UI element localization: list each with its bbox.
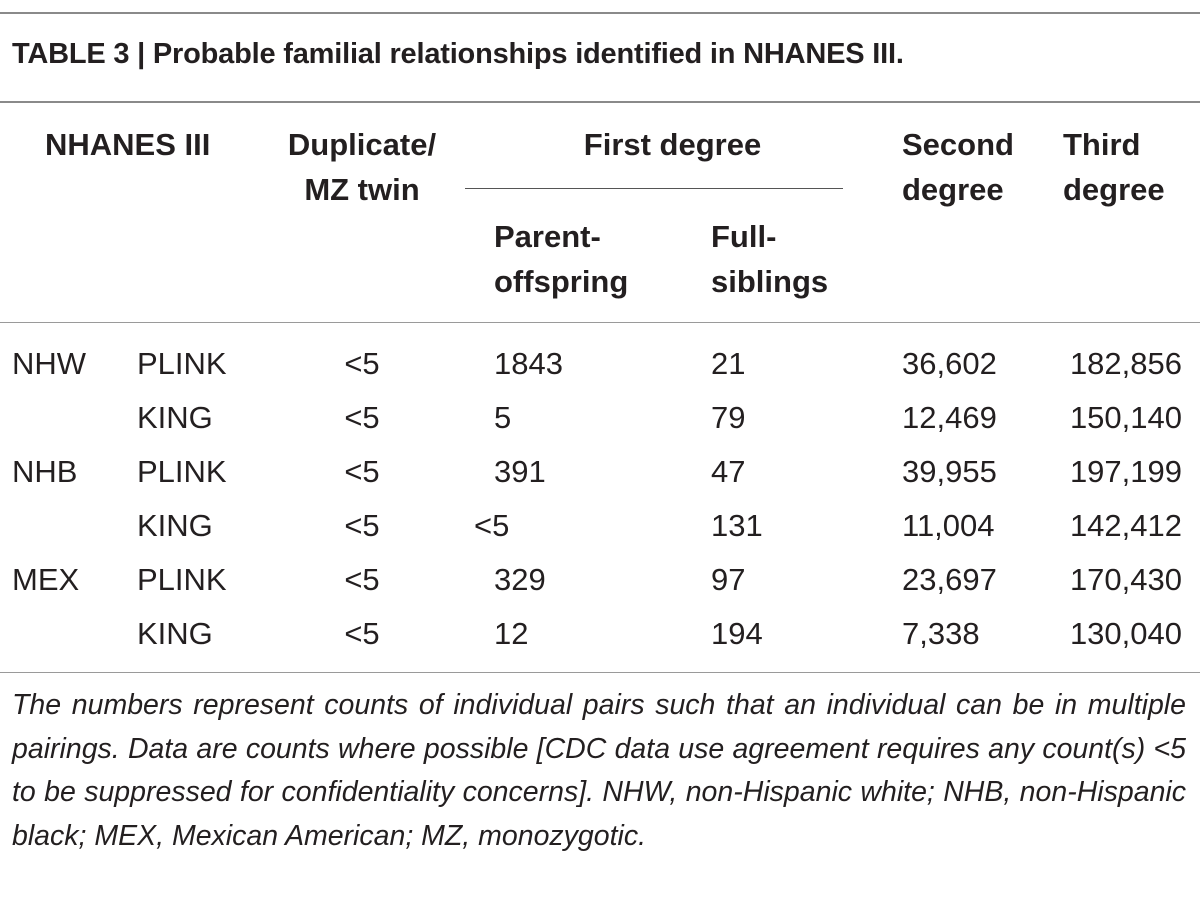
header-duplicate-line1: Duplicate/: [287, 127, 437, 162]
header-duplicate-line2: MZ twin: [304, 172, 420, 207]
cell-second-degree: 7,338: [902, 616, 980, 651]
cell-method: KING: [137, 508, 213, 543]
cell-second-degree: 23,697: [902, 562, 997, 597]
cell-parent-offspring: 1843: [494, 346, 563, 381]
cell-full-siblings: 131: [711, 508, 763, 543]
table-caption: TABLE 3 | Probable familial relationships identified in NHANES III.: [12, 38, 904, 70]
cell-third-degree: 130,040: [1069, 616, 1182, 651]
body-rule: [0, 672, 1200, 673]
cell-parent-offspring: 329: [494, 562, 546, 597]
header-third-degree-line2: degree: [1063, 172, 1165, 207]
header-first-degree: First degree: [583, 127, 762, 162]
cell-third-degree: 197,199: [1069, 454, 1182, 489]
header-parent-offspring-line2: offspring: [494, 264, 629, 299]
cell-method: PLINK: [137, 454, 227, 489]
cell-method: PLINK: [137, 346, 227, 381]
cell-parent-offspring: 12: [494, 616, 529, 651]
cell-third-degree: 150,140: [1069, 400, 1182, 435]
header-second-degree-line2: degree: [902, 172, 1004, 207]
table-footnote: The numbers represent counts of individual pairs such that an individual can be in multiple pairings. Data are counts where possible [CDC data use agreement requires any count(s) <5 to be suppressed for confidentiality concerns]. NHW, non-Hispanic white; NHB, non-Hispanic black; MEX, Mexican American; MZ, monozygotic.: [12, 689, 1186, 852]
caption-rule: [0, 101, 1200, 103]
first-degree-underline: [465, 188, 843, 189]
cell-method: KING: [137, 400, 213, 435]
cell-second-degree: 39,955: [902, 454, 997, 489]
header-second-degree-line1: Second: [902, 127, 1014, 162]
header-nhanes: NHANES III: [45, 127, 211, 162]
cell-full-siblings: 97: [711, 562, 746, 597]
header-rule: [0, 322, 1200, 323]
cell-parent-offspring: <5: [474, 508, 510, 543]
header-full-siblings-line1: Full-: [711, 219, 777, 254]
cell-duplicate: <5: [344, 616, 380, 651]
cell-full-siblings: 21: [711, 346, 746, 381]
cell-second-degree: 36,602: [902, 346, 997, 381]
cell-parent-offspring: 391: [494, 454, 546, 489]
cell-third-degree: 182,856: [1069, 346, 1182, 381]
cell-parent-offspring: 5: [494, 400, 512, 435]
cell-population: NHB: [12, 454, 78, 489]
cell-third-degree: 170,430: [1069, 562, 1182, 597]
cell-method: PLINK: [137, 562, 227, 597]
cell-duplicate: <5: [344, 400, 380, 435]
header-full-siblings-line2: siblings: [711, 264, 829, 299]
header-parent-offspring-line1: Parent-: [494, 219, 601, 254]
top-rule: [0, 12, 1200, 14]
cell-second-degree: 12,469: [902, 400, 997, 435]
cell-population: MEX: [12, 562, 80, 597]
cell-duplicate: <5: [344, 508, 380, 543]
cell-second-degree: 11,004: [902, 508, 995, 543]
cell-full-siblings: 47: [711, 454, 746, 489]
cell-duplicate: <5: [344, 562, 380, 597]
header-third-degree-line1: Third: [1063, 127, 1141, 162]
cell-duplicate: <5: [344, 454, 380, 489]
cell-duplicate: <5: [344, 346, 380, 381]
cell-population: NHW: [12, 346, 87, 381]
cell-full-siblings: 194: [711, 616, 763, 651]
cell-method: KING: [137, 616, 213, 651]
cell-full-siblings: 79: [711, 400, 746, 435]
cell-third-degree: 142,412: [1069, 508, 1182, 543]
